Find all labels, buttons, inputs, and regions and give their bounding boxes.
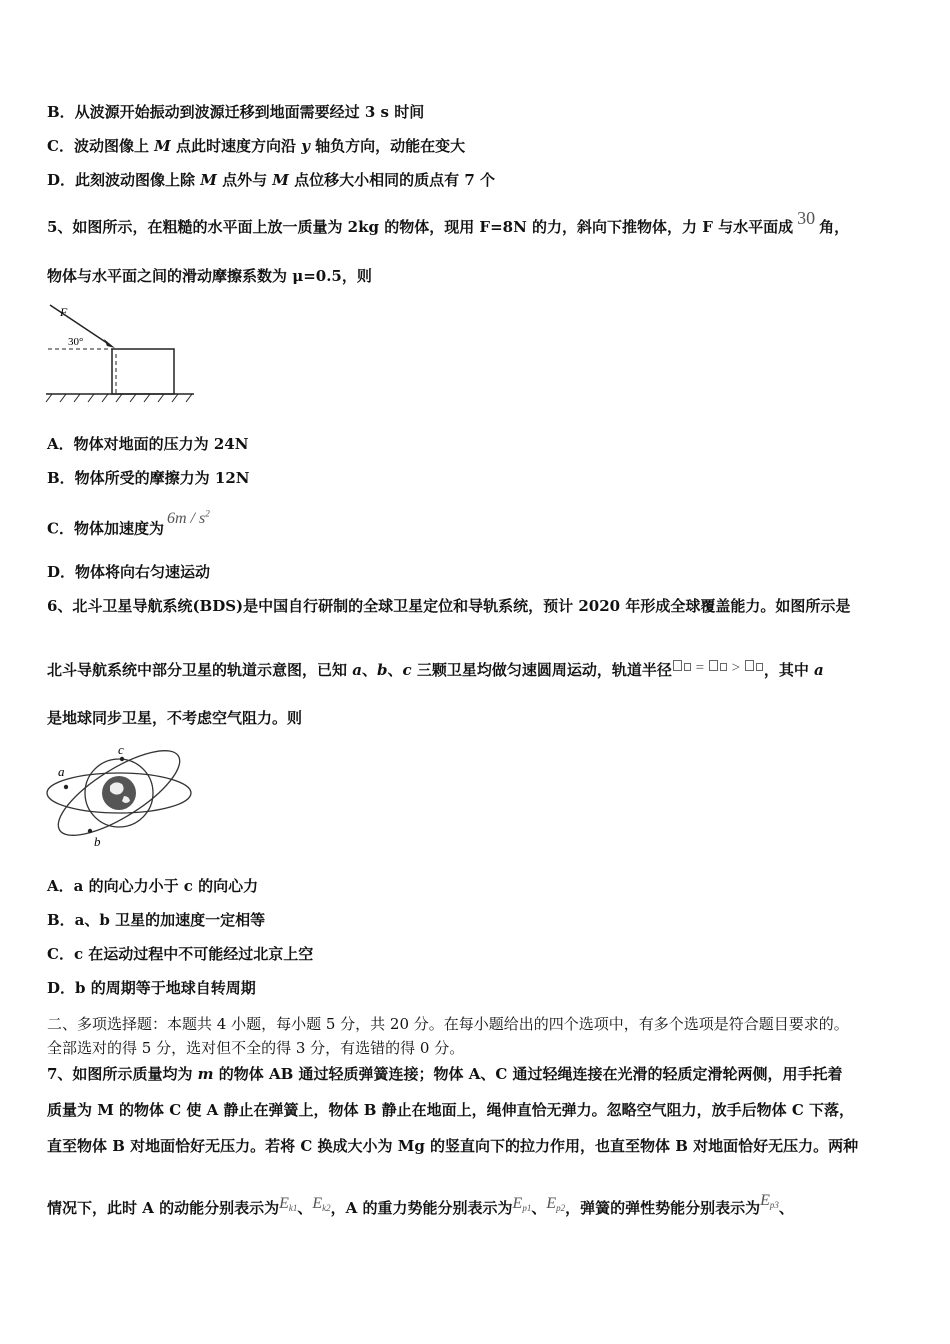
q6-option-a: A．a 的向心力小于 c 的向心力 (47, 877, 259, 895)
q4-option-d: D．此刻波动图像上除 M 点外与 M 点位移大小相同的质点有 7 个 (47, 171, 496, 189)
q7-stem-line1: 7、如图所示质量均为 m 的物体 AB 通过轻质弹簧连接；物体 A、C 通过轻绳连接在光滑的轻质定滑轮两侧，用手托着 (47, 1065, 843, 1083)
q6-stem-line2: 北斗导航系统中部分卫星的轨道示意图，已知 a、b、c 三颗卫星均做匀速圆周运动，轨道半径 = > ，其中 a (47, 660, 824, 679)
q6-option-c: C．c 在运动过程中不可能经过北京上空 (47, 945, 314, 963)
q7-stem-line4: 情况下，此时 A 的动能分别表示为$E_{k1}$、$E_{k2}$，A 的重力势能分别表示为$E_{p1}$、$E_{p2}$，弹簧的弹性势能分别表示为$E_{p3}$、 (47, 1192, 794, 1217)
q5-option-c: C．物体加速度为$6m / s^2$ (47, 509, 210, 538)
orbit-label-c: c (118, 742, 124, 757)
elastic-energy-expression: $E_{p3}$ (760, 1192, 779, 1210)
gravitational-energy-expression: $E_{p1}$ (512, 1195, 532, 1213)
acceleration-expression: $6m / s^2$ (166, 509, 210, 528)
angle-label: 30° (68, 336, 84, 348)
q4-option-c: C．波动图像上 M 点此时速度方向沿 y 轴负方向，动能在变大 (47, 137, 466, 155)
q7-stem-line3: 直至物体 B 对地面恰好无压力。若将 C 换成大小为 Mg 的竖直向下的拉力作用，也直至物体 B 对地面恰好无压力。两种 (47, 1137, 859, 1155)
q5-option-a: A．物体对地面的压力为 24N (47, 435, 249, 453)
section2-instructions-line2: 全部选对的得 5 分，选对但不全的得 3 分，有选错的得 0 分。 (47, 1039, 465, 1057)
orbit-label-b: b (94, 834, 101, 849)
force-label: F (60, 305, 68, 319)
q6-option-b: B．a、b 卫星的加速度一定相等 (47, 911, 266, 929)
q5-option-b: B．物体所受的摩擦力为 12N (47, 469, 250, 487)
section2-instructions-line1: 二、多项选择题：本题共 4 小题，每小题 5 分，共 20 分。在每小题给出的四个选项中，有多个选项是符合题目要求的。 (47, 1015, 849, 1033)
q6-stem-line3: 是地球同步卫星，不考虑空气阻力。则 (47, 709, 303, 727)
q5-option-d: D．物体将向右匀速运动 (47, 563, 211, 581)
q6-stem-line1: 6、北斗卫星导航系统(BDS)是中国自行研制的全球卫星定位和导轨系统，预计 2020 年形成全球覆盖能力。如图所示是 (47, 597, 851, 615)
radius-relation: = > (672, 660, 764, 676)
q7-stem-line2: 质量为 M 的物体 C 使 A 静止在弹簧上，物体 B 静止在地面上，绳伸直恰无弹力。忽略空气阻力，放手后物体 C 下落， (47, 1101, 855, 1119)
kinetic-energy-expression: $E_{k1}$ (279, 1195, 298, 1213)
q5-stem-line2: 物体与水平面之间的滑动摩擦系数为 μ=0.5，则 (47, 267, 372, 285)
orbit-label-a: a (58, 764, 65, 779)
q6-option-d: D．b 的周期等于地球自转周期 (47, 979, 256, 997)
q6-orbit-diagram (44, 738, 194, 850)
q5-force-diagram (44, 302, 196, 408)
q5-stem-line1: 5、如图所示，在粗糙的水平面上放一质量为 2kg 的物体，现用 F=8N 的力，斜向下推物体，力 F 与水平面成 30 角， (47, 208, 850, 236)
q4-option-b: B．从波源开始振动到波源迁移到地面需要经过 3 s 时间 (47, 103, 425, 121)
